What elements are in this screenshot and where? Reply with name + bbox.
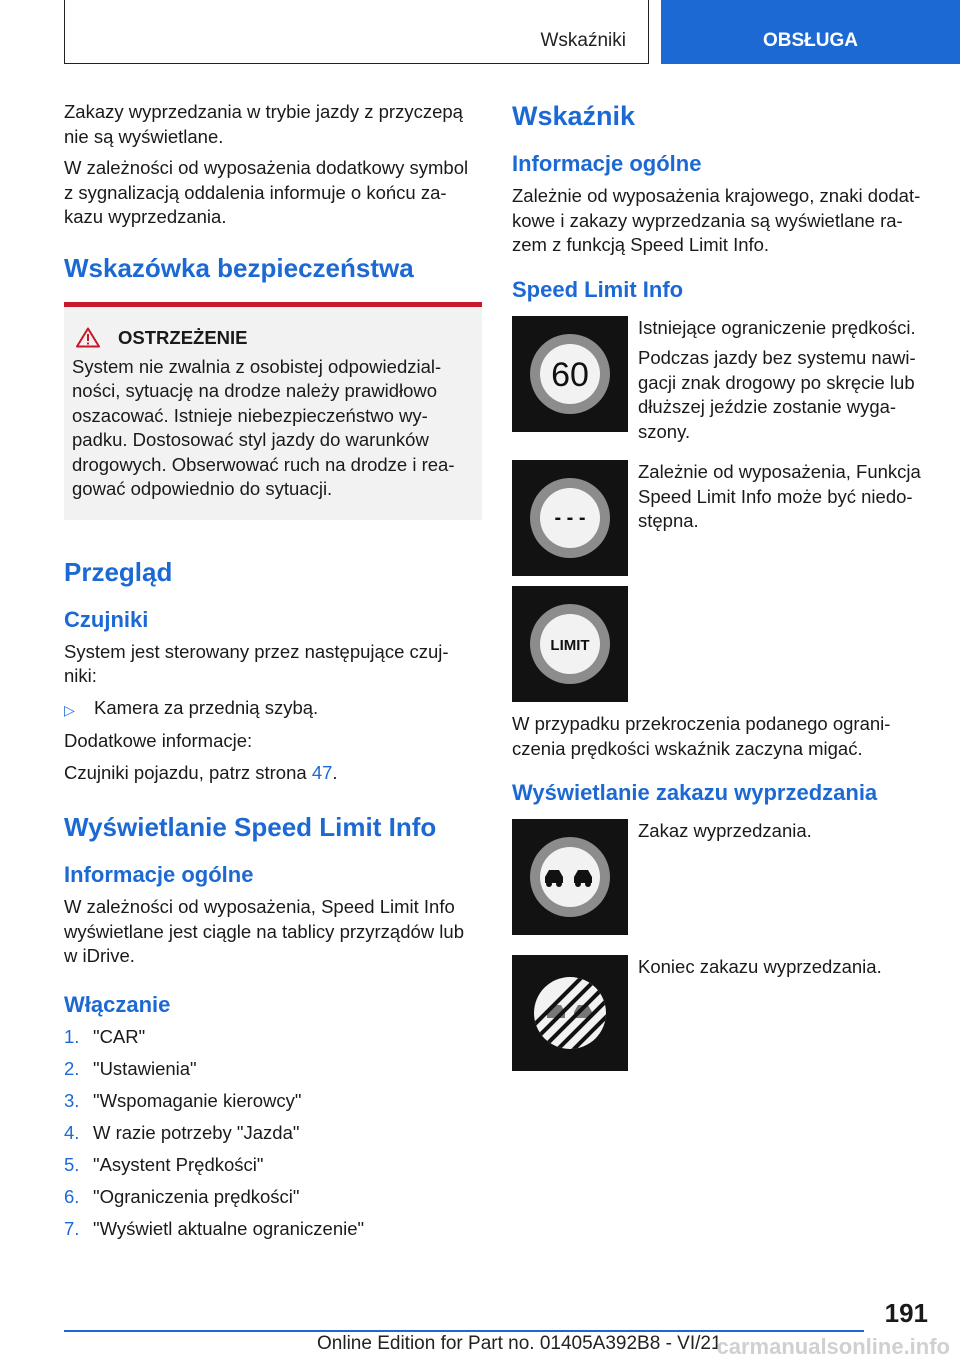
general-text: Zależnie od wyposażenia krajowego, znaki dodat- kowe i zakazy wyprzedzania są wyświetlane ra- zem z funkcją Speed Limit Info. — [512, 185, 921, 255]
page-link[interactable]: 47 — [311, 761, 333, 783]
sign-row-speed-limit — [512, 316, 928, 451]
warning-text: System nie zwalnia z osobistej odpowiedzial- ności, sytuację na drodze należy prawidłowo oszacować. Istnieje niebezpieczeństwo wy- padku. Dostosować styl jazdy do warunków drogowych. Obserwować ruch na drodze i rea- gować odpowiednio do sytuacji. — [72, 355, 455, 499]
end-no-overtaking-sign-image — [512, 955, 628, 1071]
no-overtaking-icon — [512, 819, 628, 935]
no-overtaking-sign-image — [512, 819, 628, 935]
sign-description — [638, 316, 928, 451]
limit-sign-image — [512, 586, 628, 702]
sign-row-unavailable — [512, 460, 928, 576]
bullet-triangle-icon: ▷ — [64, 701, 75, 718]
safety-heading: Wskazówka bezpieczeństwa — [64, 252, 414, 283]
sign-row-no-overtaking — [512, 819, 928, 935]
sensors-reference-text: Czujniki pojazdu, patrz strona — [64, 761, 307, 783]
sign-text: Podczas jazdy bez systemu nawi- gacji znak drogowy po skręcie lub dłuższej jeździe zostanie wyga- szony. — [638, 347, 916, 442]
sign-description — [638, 955, 882, 1071]
more-info-label: Dodatkowe informacje: — [64, 730, 253, 751]
header-section-box — [64, 0, 649, 64]
overtake-heading: Wyświetlanie zakazu wyprzedzania — [512, 780, 878, 805]
step-number: 3. — [64, 1089, 80, 1111]
step-text: "Asystent Prędkości" — [93, 1153, 264, 1175]
step-text: W razie potrzeby "Jazda" — [93, 1121, 300, 1143]
footer-edition: Online Edition for Part no. 01405A392B8 - VI/21 — [317, 1333, 722, 1354]
footer-divider — [64, 1330, 864, 1332]
sensors-heading: Czujniki — [64, 606, 149, 632]
header-section-title: Wskaźniki — [540, 30, 626, 51]
sign-text: Zależnie od wyposażenia, Funkcja Speed Limit Info może być niedo- stępna. — [638, 461, 921, 531]
list-item — [64, 1057, 482, 1082]
step-number: 5. — [64, 1153, 80, 1175]
speed-limit-unknown-icon — [512, 460, 628, 576]
general-text: W zależności od wyposażenia, Speed Limit Info wyświetlane jest ciągle na tablicy przyrządów lub w iDrive. — [64, 896, 464, 966]
warning-header — [72, 327, 474, 349]
step-number: 2. — [64, 1057, 80, 1079]
end-no-overtaking-icon — [512, 955, 628, 1071]
sensors-reference: Czujniki pojazdu, patrz strona 47. — [64, 761, 338, 783]
speed-limit-60-icon — [512, 316, 628, 432]
header-chapter-tab: OBSŁUGA — [661, 0, 960, 64]
list-item — [64, 1185, 482, 1210]
limit-icon — [512, 586, 628, 702]
list-item — [64, 1089, 482, 1114]
sign-description — [638, 460, 928, 576]
sign-description — [638, 819, 812, 935]
paragraph-end-symbol: W zależności od wyposażenia dodatkowy symbol z sygnalizacją oddalenia informuje o końcu za- kazu wyprzedzania. — [64, 157, 469, 227]
page-number: 191 — [884, 1298, 928, 1328]
display-heading: Wyświetlanie Speed Limit Info — [64, 812, 437, 842]
step-text: "CAR" — [93, 1025, 146, 1047]
sli-heading: Speed Limit Info — [512, 276, 684, 302]
general-heading: Informacje ogólne — [64, 862, 254, 887]
indicator-heading: Wskaźnik — [512, 101, 636, 131]
list-item — [64, 1121, 482, 1146]
list-item — [64, 1153, 482, 1178]
sign-text: Koniec zakazu wyprzedzania. — [638, 956, 882, 977]
list-item — [64, 1025, 482, 1050]
step-text: "Ograniczenia prędkości" — [93, 1185, 300, 1207]
sensors-text: System jest sterowany przez następujące czuj- niki: — [64, 640, 449, 686]
step-text: "Wyświetl aktualne ograniczenie" — [93, 1218, 365, 1240]
list-item — [64, 696, 482, 723]
general-heading: Informacje ogólne — [512, 151, 702, 176]
sign-text: Zakaz wyprzedzania. — [638, 820, 812, 841]
step-number: 1. — [64, 1025, 80, 1047]
sign-value: 60 — [551, 355, 589, 394]
left-column — [64, 100, 482, 1249]
step-number: 6. — [64, 1185, 80, 1207]
enable-heading: Włączanie — [64, 991, 171, 1017]
paragraph-trailer: Zakazy wyprzedzania w trybie jazdy z przyczepą nie są wyświetlane. — [64, 101, 463, 147]
step-number: 7. — [64, 1218, 80, 1240]
warning-title: OSTRZEŻENIE — [118, 326, 248, 348]
speed-limit-sign-image — [512, 316, 628, 432]
step-text: "Wspomaganie kierowcy" — [93, 1089, 302, 1111]
list-item — [64, 1217, 482, 1242]
bullet-text: Kamera za przednią szybą. — [94, 696, 319, 718]
warning-box — [64, 302, 482, 520]
watermark: carmanualsonline.info — [716, 1334, 950, 1359]
step-text: "Ustawienia" — [93, 1057, 197, 1079]
sign-value: LIMIT — [550, 637, 590, 654]
step-number: 4. — [64, 1121, 80, 1143]
steps-list — [64, 1025, 482, 1242]
unavailable-sign-image — [512, 460, 628, 576]
sign-row-limit — [512, 586, 928, 702]
right-column — [512, 100, 928, 1081]
sign-text: Istniejące ograniczenie prędkości. — [638, 316, 916, 338]
warning-triangle-icon — [76, 327, 100, 348]
overview-heading: Przegląd — [64, 556, 173, 587]
flash-text: W przypadku przekroczenia podanego ograni- czenia prędkości wskaźnik zaczyna migać. — [512, 713, 891, 759]
sign-value: - - - — [554, 507, 586, 529]
sign-row-end-no-overtaking — [512, 955, 928, 1071]
